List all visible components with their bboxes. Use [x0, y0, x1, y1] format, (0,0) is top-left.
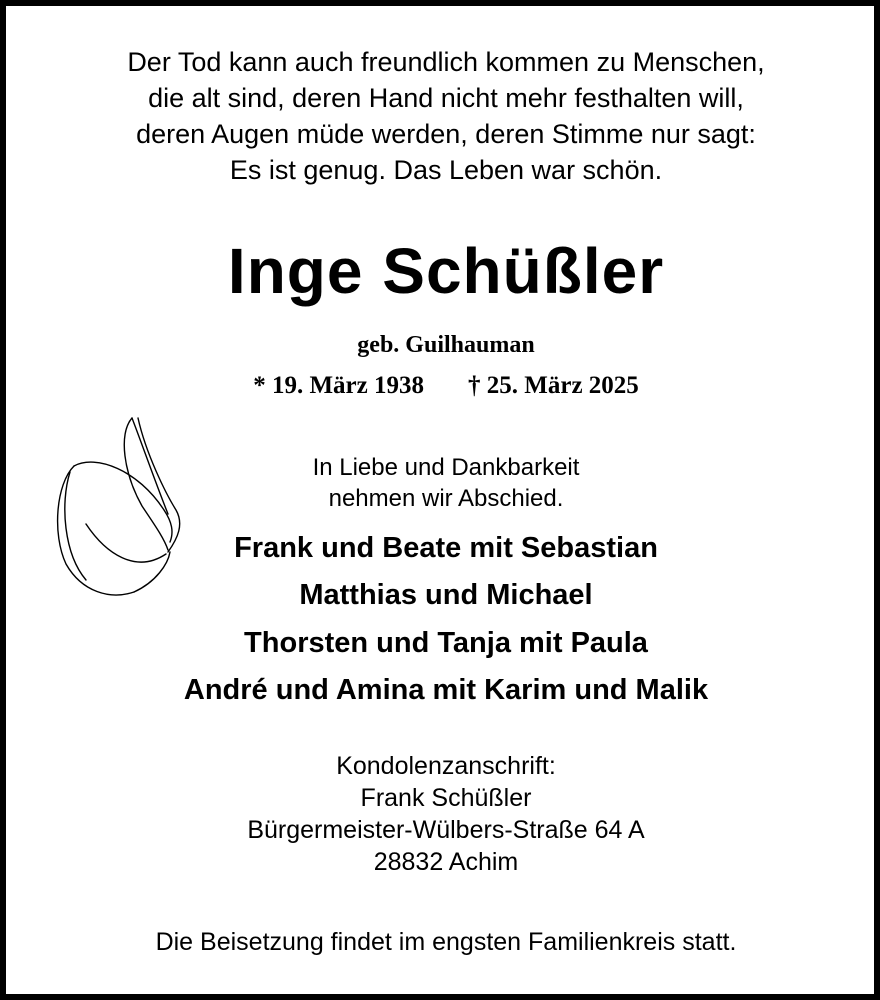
address-city: 28832 Achim [373, 848, 519, 876]
maiden-name: geb. Guilhauman [357, 332, 535, 358]
poem-line: die alt sind, deren Hand nicht mehr festhalten will, [148, 83, 744, 113]
poem [6, 44, 880, 188]
address-heading: Kondolenzanschrift: [336, 752, 556, 780]
burial-note: Die Beisetzung findet im engsten Familienkreis statt. [155, 928, 737, 956]
poem-line: deren Augen müde werden, deren Stimme nur sagt: [136, 119, 756, 149]
address-name: Frank Schüßler [360, 784, 532, 812]
death-date: † 25. März 2025 [468, 372, 639, 399]
family-member: Frank und Beate mit Sebastian [234, 532, 658, 564]
deceased-name: Inge Schüßler [227, 235, 665, 307]
intro-line: nehmen wir Abschied. [328, 485, 564, 512]
poem-line: Der Tod kann auch freundlich kommen zu Menschen, [127, 47, 765, 77]
birth-date: * 19. März 1938 [253, 372, 424, 399]
address-street: Bürgermeister-Wülbers-Straße 64 A [247, 816, 645, 844]
condolence-address [6, 750, 880, 878]
life-dates [6, 372, 880, 400]
intro-line: In Liebe und Dankbarkeit [312, 454, 580, 481]
poem-line: Es ist genug. Das Leben war schön. [229, 155, 663, 185]
family-member: Matthias und Michael [299, 579, 593, 611]
family-member: André und Amina mit Karim und Malik [183, 674, 709, 706]
farewell-intro [6, 452, 880, 514]
family-member: Thorsten und Tanja mit Paula [244, 627, 648, 659]
